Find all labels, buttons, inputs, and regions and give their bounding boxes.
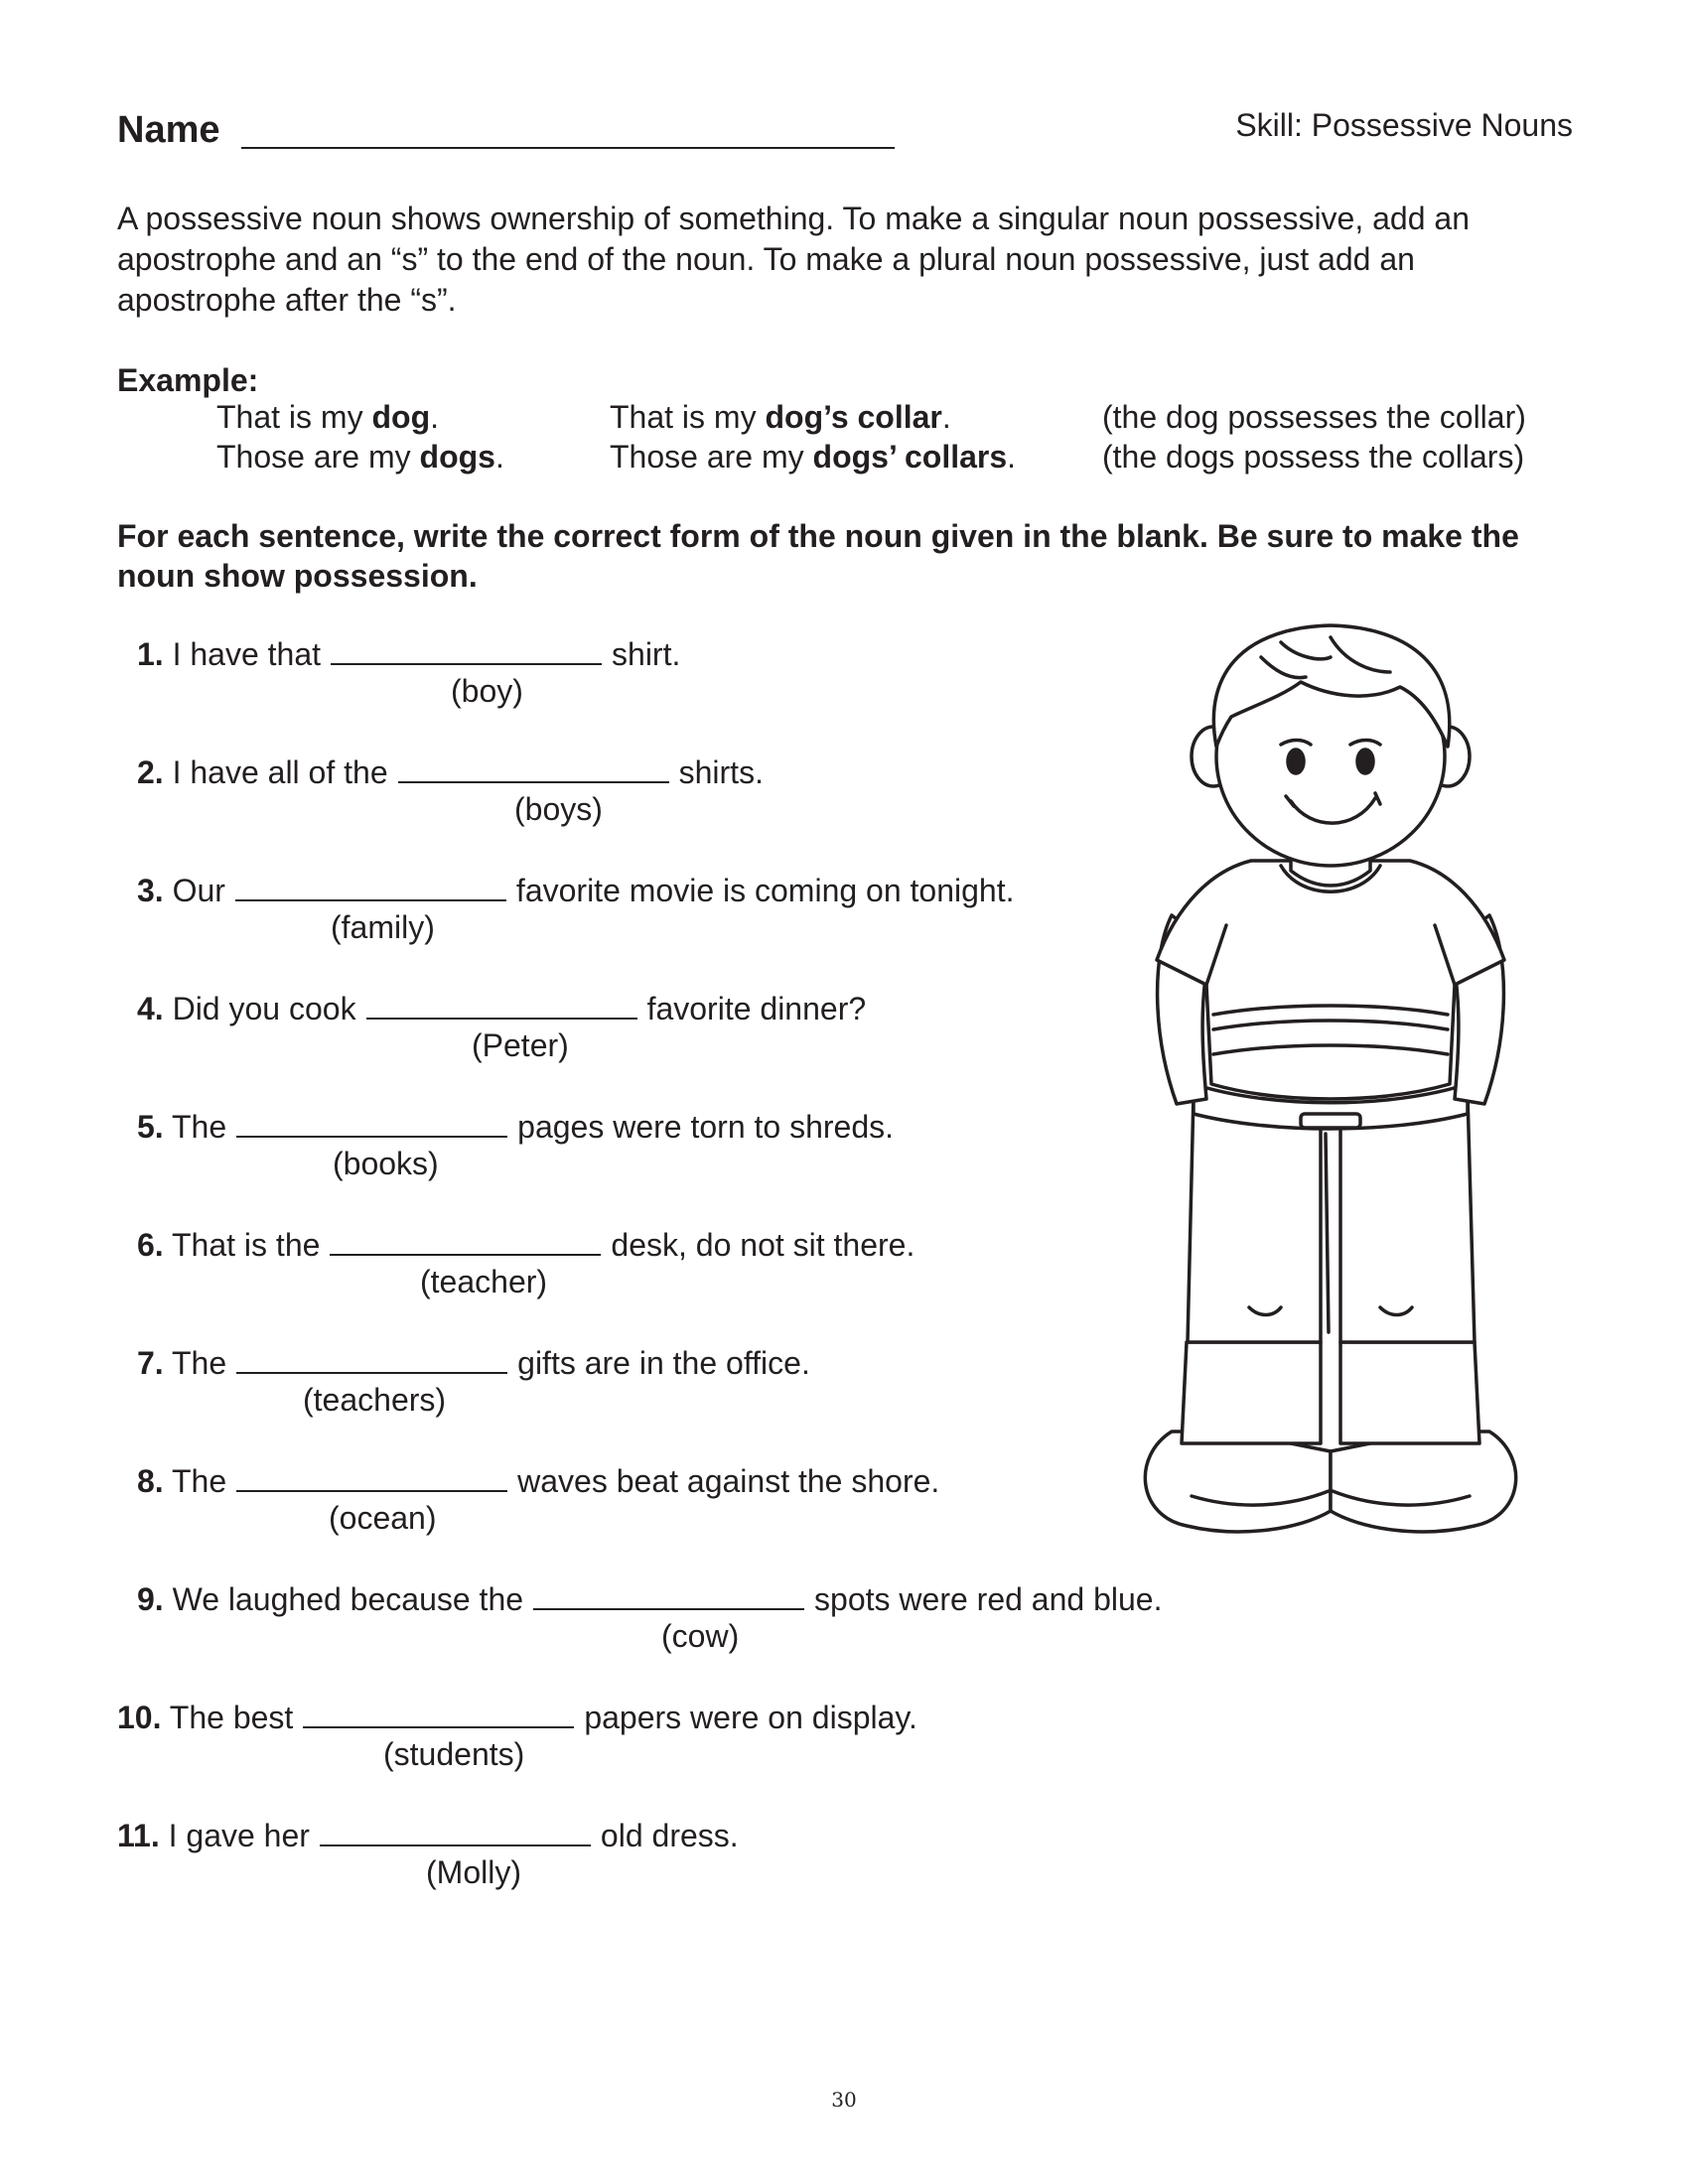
- example-possessive: That is my dog’s collar.: [610, 399, 951, 435]
- answer-blank[interactable]: [330, 1230, 601, 1256]
- answer-blank[interactable]: [303, 1703, 574, 1728]
- example-sentence: Those are my dogs.: [216, 439, 504, 475]
- example-explanation: (the dogs possess the collars): [1102, 439, 1525, 475]
- answer-blank[interactable]: [236, 1112, 507, 1138]
- noun-hint: (boys): [514, 791, 603, 827]
- question-7: 7. The gifts are in the office.: [137, 1345, 810, 1381]
- question-5: 5. The pages were torn to shreds.: [137, 1109, 895, 1145]
- example-heading: Example:: [117, 362, 259, 398]
- noun-hint: (ocean): [329, 1500, 437, 1536]
- skill-label: Skill: Possessive Nouns: [1235, 107, 1573, 143]
- question-11: 11. I gave her old dress.: [117, 1818, 739, 1853]
- answer-blank[interactable]: [236, 1348, 507, 1374]
- noun-hint: (books): [333, 1146, 439, 1181]
- noun-hint: (students): [383, 1736, 525, 1772]
- example-explanation: (the dog possesses the collar): [1102, 399, 1526, 435]
- noun-hint: (Peter): [472, 1027, 569, 1063]
- noun-hint: (boy): [451, 673, 523, 709]
- question-9: 9. We laughed because the spots were red and blue.: [137, 1581, 1163, 1617]
- name-label: Name: [117, 109, 220, 151]
- question-10: 10. The best papers were on display.: [117, 1700, 917, 1735]
- example-possessive: Those are my dogs’ collars.: [610, 439, 1017, 475]
- question-8: 8. The waves beat against the shore.: [137, 1463, 940, 1499]
- question-4: 4. Did you cook favorite dinner?: [137, 991, 867, 1026]
- question-2: 2. I have all of the shirts.: [137, 754, 764, 790]
- instructions: For each sentence, write the correct form of the noun given in the blank. Be sure to make the noun show possession.: [117, 518, 1519, 594]
- noun-hint: (teachers): [303, 1382, 447, 1418]
- noun-hint: (family): [331, 909, 435, 945]
- question-1: 1. I have that shirt.: [137, 636, 681, 672]
- noun-hint: (cow): [661, 1618, 740, 1654]
- noun-hint: (Molly): [426, 1854, 521, 1890]
- answer-blank[interactable]: [236, 1466, 507, 1492]
- name-input-line[interactable]: [241, 147, 895, 149]
- answer-blank[interactable]: [320, 1821, 591, 1846]
- question-3: 3. Our favorite movie is coming on tonight.: [137, 873, 1015, 908]
- boy-illustration: [1132, 617, 1529, 1561]
- example-sentence: That is my dog.: [216, 399, 439, 435]
- answer-blank[interactable]: [398, 757, 669, 783]
- noun-hint: (teacher): [420, 1264, 548, 1299]
- answer-blank[interactable]: [235, 876, 506, 901]
- answer-blank[interactable]: [366, 994, 637, 1020]
- page-number: 30: [831, 2088, 857, 2112]
- intro-paragraph: A possessive noun shows ownership of something. To make a singular noun possessive, add an apostrophe and an “s” to the end of the noun. To make a plural noun possessive, just add an apostrophe after the “s”.: [117, 201, 1470, 318]
- answer-blank[interactable]: [533, 1584, 804, 1610]
- answer-blank[interactable]: [331, 639, 602, 665]
- question-6: 6. That is the desk, do not sit there.: [137, 1227, 915, 1263]
